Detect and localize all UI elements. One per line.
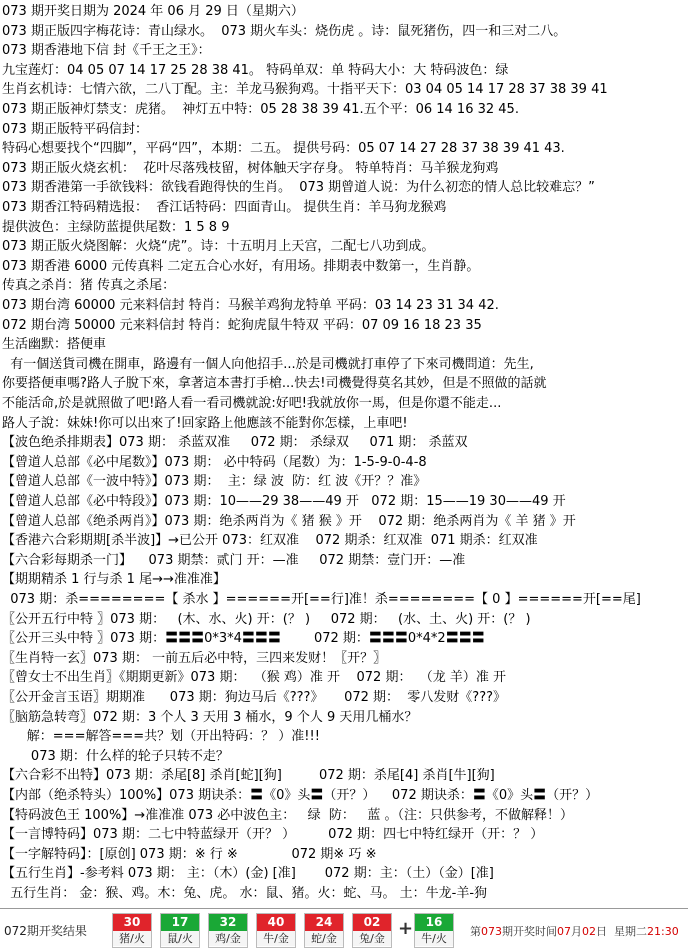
result-ball <box>160 913 200 948</box>
text-line: 〖公开五行中特 〗073 期： (木、水、火) 开：(？ ) 072 期： (水、土、火) 开：(？ ) <box>2 611 531 627</box>
text-line: 【曾道人总部《必中特段》】073 期：10——29 38——49 开 072 期：15——19 30——49 开 <box>2 494 566 509</box>
text-line: 073 期：什么样的轮子只转不走？ <box>2 748 229 764</box>
text-line: 073 期：杀========【 杀水 】======开[==行]准！杀========【 0 】======开[==尾] <box>2 592 641 607</box>
ball-number: 32 <box>209 914 247 931</box>
text-line: 073 期开奖日期为 2024 年 06 月 29 日（星期六） <box>2 4 304 19</box>
text-line: 073 期台湾 60000 元来料信封 特肖：马猴羊鸡狗龙特单 平码：03 14 23 31 34 42. <box>2 298 499 313</box>
text-line: 073 期正版火烧图解：火烧“虎”。诗：十五明月上天宫，二配七八功到成。 <box>2 239 435 255</box>
ball-zodiac: 牛/火 <box>415 931 453 946</box>
month-char: 月 <box>571 925 582 938</box>
draw-result-footer <box>0 908 688 951</box>
text-line: 提供波色：主绿防蓝提供尾数：1 5 8 9 <box>2 219 230 235</box>
text-line: 073 期香港地下信 封《千王之王》： <box>2 43 211 59</box>
day-weekday: 日 星期二 <box>596 925 647 938</box>
text-line: 073 期正版火烧玄机： 花叶尽落残枝留，树体触天字存身。 特单特肖：马羊猴龙狗鸡 <box>2 160 499 176</box>
text-line: 【五行生肖】-参考料 073 期： 主：（木）(金) [准] 072 期：主：（土）（金）[准] <box>2 866 494 882</box>
text-line: 〖生肖特一玄〗073 期： 一前五后必中特，三四来发财！〖开？〗 <box>2 650 387 666</box>
ball-zodiac: 猪/火 <box>113 931 151 946</box>
text-line: 九宝莲灯：04 05 07 14 17 25 28 38 41。 特码单双：单 特码大小：大 特码波色：绿 <box>2 62 509 78</box>
text-line: 073 期香港第一手欲钱料：欲钱看跑得快的生肖。 073 期曾道人说：为什么初恋的情人总比较难忘？” <box>2 180 595 196</box>
text-line: 【期期精杀 1 行与杀 1 尾→→准准准】 <box>2 572 226 588</box>
ball-zodiac: 蛇/金 <box>305 931 343 946</box>
result-ball <box>208 913 248 948</box>
text-line: 【曾道人总部《绝杀两肖》】073 期：绝杀两肖为《 猪 猴 》开 072 期：绝杀两肖为《 羊 猪 》开 <box>2 513 576 529</box>
text-line: 〖曾女士不出生肖〗《期期更新》073 期： （猴 鸡）准 开 072 期： （龙 羊）准 开 <box>2 670 506 686</box>
text-line: 073 期正版四字梅花诗：青山绿水。 073 期火车头：烧伤虎 。诗：鼠死猪伤，四一和三对二八。 <box>2 23 567 39</box>
result-ball <box>256 913 296 948</box>
text-line: 〖公开三头中特 〗073 期：〓〓〓0*3*4〓〓〓 072 期：〓〓〓0*4*2〓〓〓 <box>2 631 485 647</box>
result-ball <box>352 913 392 948</box>
ball-number: 16 <box>415 914 453 931</box>
text-line: 特码心想要找个“四脚”，平码“四”，本期：二五。 提供号码：05 07 14 27 28 37 38 39 41 43. <box>2 141 565 157</box>
text-line: 【六合彩不出特】073 期：杀尾[8] 杀肖[蛇][狗] 072 期：杀尾[4] 杀肖[牛][狗] <box>2 768 495 784</box>
ball-zodiac: 鸡/金 <box>209 931 247 946</box>
text-line: 生肖玄机诗：七情六欲，二八丁配。主：羊龙马猴狗鸡。十指平天下：03 04 05 14 17 28 37 38 39 41 <box>2 82 608 98</box>
text-line: 【一字解特码】：[原创] 073 期：※ 行 ※ 072 期※ 巧 ※ <box>2 846 377 862</box>
text-line: 〖公开金言玉语〗期期准 073 期：狗边马后《???》 072 期： 零八发财《???》 <box>2 690 507 705</box>
text-line: 073 期正版神灯禁支：虎猪。 神灯五中特：05 28 38 39 41.五个平：06 14 16 32 45. <box>2 102 519 117</box>
ball-zodiac: 牛/金 <box>257 931 295 946</box>
text-line: 【曾道人总部《必中尾数》】073 期： 必中特码（尾数）为：1-5-9-0-4-8 <box>2 454 427 470</box>
text-line: 【波色绝杀排期表】073 期： 杀蓝双准 072 期： 杀绿双 071 期： 杀蓝双 <box>2 435 468 451</box>
special-ball <box>414 913 454 948</box>
text-line: 【内部（绝杀特头）100%】073 期诀杀：〓《0》头〓（开？） 072 期诀杀：〓《0》头〓（开？） <box>2 788 599 803</box>
result-ball <box>304 913 344 948</box>
draw-month: 07 <box>557 925 571 938</box>
text-line: 073 期正版特平码信封： <box>2 121 148 137</box>
ball-number: 24 <box>305 914 343 931</box>
text-line: 073 期香港 6000 元传真料 二定五合心水好，有用场。排期表中数第一，生肖静。 <box>2 258 480 274</box>
ball-number: 40 <box>257 914 295 931</box>
plus-sign: + <box>398 918 414 939</box>
draw-result-title: 072期开奖结果 <box>4 924 87 938</box>
text-line: 【香港六合彩期期[杀半波]】→已公开 073：红双准 072 期杀：红双准 071 期杀：红双准 <box>2 533 538 549</box>
result-ball <box>112 913 152 948</box>
text-line: 【一言博特码】073 期：二七中特蓝绿开（开？ ） 072 期：四七中特红绿开（开：？ ） <box>2 827 544 843</box>
text-line: 生活幽默：搭便車 <box>2 337 107 353</box>
draw-day: 02 <box>582 925 596 938</box>
ball-number: 30 <box>113 914 151 931</box>
ball-number: 17 <box>161 914 199 931</box>
text-line: 传真之杀肖：猪 传真之杀尾： <box>2 278 176 294</box>
time-prefix: 第 <box>470 925 481 938</box>
text-line: 路人子說：妹妹!你可以出來了!回家路上他應該不能對你怎樣，上車吧! <box>2 415 408 431</box>
time-label: 期开奖时间 <box>502 925 557 938</box>
draw-clock: 21:30 <box>647 925 679 938</box>
text-line: 不能活命,於是就照做了吧!路人看一看司機就說:好吧!我就放你一馬，但是你還不能走... <box>2 396 502 411</box>
text-line: 你要搭便車嗎?路人子脫下來，拿著這本書打手槍...快去!司機覺得莫名其妙，但是不照做的話就 <box>2 376 547 392</box>
ball-number: 02 <box>353 914 391 931</box>
text-line: 【六合彩每期杀一门】 073 期禁：贰门 开：—准 072 期禁：壹门开：—准 <box>2 552 466 568</box>
text-line: 072 期台湾 50000 元来料信封 特肖：蛇狗虎鼠牛特双 平码：07 09 16 18 23 35 <box>2 317 482 333</box>
text-line: 〖脑筋急转弯〗072 期：3 个人 3 天用 3 桶水，9 个人 9 天用几桶水？ <box>2 709 418 725</box>
next-draw-time <box>470 923 679 939</box>
text-line: 解：===解答===共？划（开出特码：？ ）准!!! <box>2 729 320 745</box>
text-line: 【特码波色王 100%】→准准准 073 必中波色主： 绿 防： 蓝 。（注：只供参考，不做解释！） <box>2 807 573 823</box>
text-line: 073 期香江特码精选报： 香江话特码：四面青山。 提供生肖：羊马狗龙猴鸡 <box>2 200 447 215</box>
ball-zodiac: 兔/金 <box>353 931 391 946</box>
text-line: 有一個送貨司機在開車，路邊有一個人向他招手...於是司機就打車停了下來司機問道：先生, <box>2 356 534 372</box>
text-line: 【曾道人总部《一波中特》】073 期： 主：绿 波 防：红 波《开？？准》 <box>2 474 427 490</box>
next-issue: 073 <box>481 925 502 938</box>
ball-zodiac: 鼠/火 <box>161 931 199 946</box>
text-line: 五行生肖： 金：猴、鸡。木：兔、虎。 水：鼠、猪。火：蛇、马。 土：牛龙-羊-狗 <box>2 886 488 901</box>
